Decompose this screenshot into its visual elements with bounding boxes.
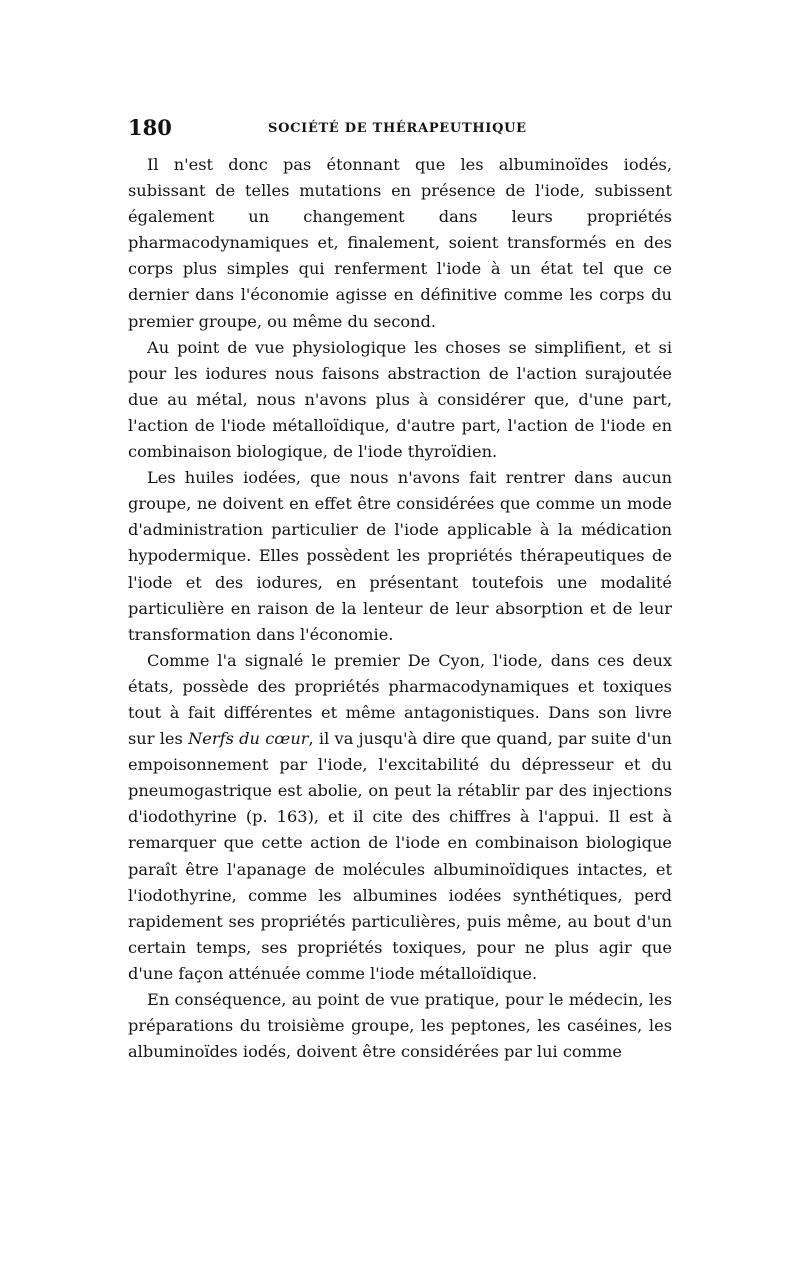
paragraph-de-cyon [128,648,672,987]
paragraph-physiological-view: Au point de vue physiologique les choses se simplifient, et si pour les iodures nous faisons abstraction de l'action surajoutée due au métal, nous n'avons plus à considérer que, d'une part, l'action de l'iode métalloïdique, d'autre part, l'action de l'iode en combinaison biologique, de l'iode thyroïdien. [128,337,672,462]
body-text [128,152,672,1065]
running-title: SOCIÉTÉ DE THÉRAPEUTHIQUE [268,121,527,136]
paragraph-practical-conclusion: En conséquence, au point de vue pratique, pour le médecin, les préparations du troisième groupe, les peptones, les caséines, les albuminoïdes iodés, doivent être considérées par lui comme [128,990,672,1062]
page-number: 180 [128,115,172,140]
book-title-nerfs-du-coeur: Nerfs du cœur [188,729,309,749]
page-header [128,114,676,144]
de-cyon-text-start: Comme l'a signalé le premier De Cyon, l'iode, dans ces deux états, possède des propriétés pharmacodynamiques et toxiques tout à fait différentes et même antagonistiques. Dans son livre sur les [128,650,672,749]
de-cyon-text-end: , il va jusqu'à dire que quand, par suite d'un empoisonnement par l'iode, l'excitabilité du dépresseur et du pneumogastrique est abolie, on peut la rétablir par des injections d'iodothyrine (p. 163), et il cite des chiffres à l'appui. Il est à remarquer que cette action de l'iode en combinaison biologique paraît être l'apanage de molécules albuminoïdiques intactes, et l'iodothyrine, comme les albumines iodées synthétiques, perd rapidement ses propriétés particulières, puis même, au bout d'un certain temps, ses propriétés toxiques, pour ne plus agir que d'une façon atténuée comme l'iode métalloïdique. [128,729,672,983]
paragraph-iodized-oils: Les huiles iodées, que nous n'avons fait rentrer dans aucun groupe, ne doivent en effet être considérées que comme un mode d'administration particulier de l'iode applicable à la médication hypodermique. Elles possèdent les propriétés thérapeutiques de l'iode et des iodures, en présentant toutefois une modalité particulière en raison de la lenteur de leur absorption et de leur transformation dans l'économie. [128,468,672,644]
paragraph-iodinated-albuminoids: Il n'est donc pas étonnant que les albuminoïdes iodés, subissant de telles mutations en présence de l'iode, subissent également un changement dans leurs propriétés pharmacodynamiques et, finalement, soient transformés en des corps plus simples qui renferment l'iode à un état tel que ce dernier dans l'économie agisse en définitive comme les corps du premier groupe, ou même du second. [128,155,672,331]
